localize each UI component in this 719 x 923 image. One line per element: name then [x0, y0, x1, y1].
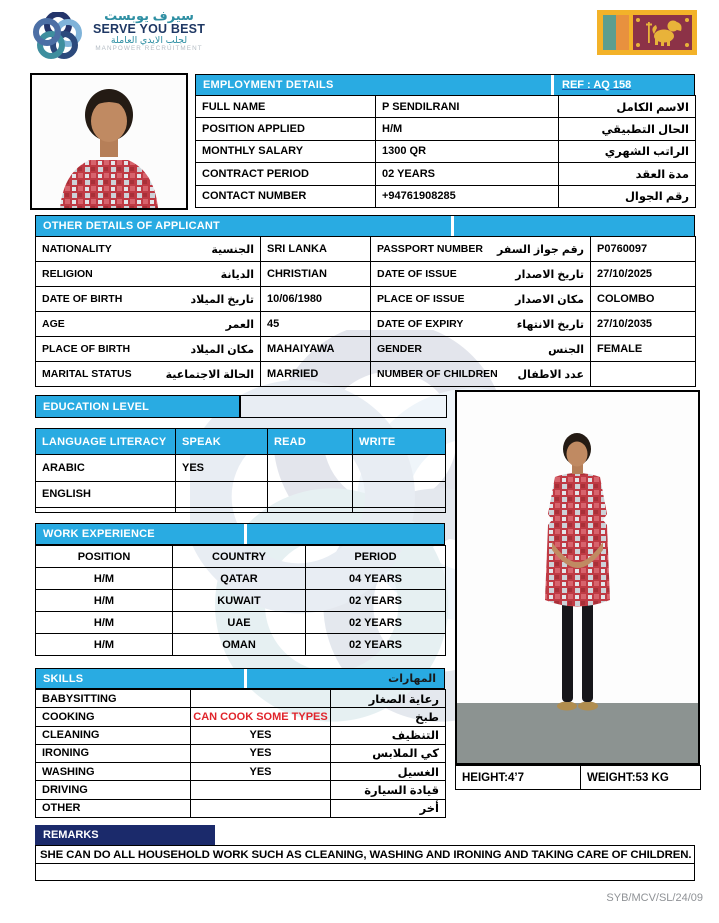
skill-value: YES — [191, 744, 331, 762]
language-name — [36, 507, 176, 512]
skill-label-arabic: التنظيف — [331, 726, 446, 744]
column-header: SPEAK — [176, 429, 268, 455]
table-row — [196, 118, 696, 140]
table-row — [36, 362, 696, 387]
agency-logo-icon — [32, 12, 84, 65]
speak-value — [176, 507, 268, 512]
applicant-portrait-photo — [30, 73, 188, 210]
skill-label: OTHER — [36, 799, 191, 817]
language-literacy-table — [35, 428, 445, 513]
country-value: OMAN — [173, 634, 306, 656]
skill-label: CLEANING — [36, 726, 191, 744]
employment-title: EMPLOYMENT DETAILS — [203, 79, 334, 91]
skills-table — [35, 689, 445, 818]
column-header: WRITE — [353, 429, 446, 455]
field-value: 02 YEARS — [376, 163, 559, 185]
employment-details-table — [195, 95, 695, 208]
country-value: QATAR — [173, 568, 306, 590]
field-value: 27/10/2025 — [591, 262, 696, 287]
field-label: RELIGION الديانة — [36, 262, 261, 287]
skill-value: YES — [191, 726, 331, 744]
write-value — [353, 481, 446, 507]
column-header: LANGUAGE LITERACY — [36, 429, 176, 455]
field-label: PLACE OF ISSUE مكان الاصدار — [371, 287, 591, 312]
period-value: 02 YEARS — [306, 634, 446, 656]
field-value: H/M — [376, 118, 559, 140]
table-row — [36, 287, 696, 312]
field-label-arabic: مدة العقد — [559, 163, 696, 185]
skill-label-arabic: طبخ — [331, 708, 446, 726]
table-row — [36, 726, 446, 744]
field-value: FEMALE — [591, 337, 696, 362]
field-label: CONTACT NUMBER — [196, 185, 376, 207]
table-row — [36, 781, 446, 799]
table-row — [36, 237, 696, 262]
skill-value: YES — [191, 763, 331, 781]
field-value: MARRIED — [261, 362, 371, 387]
field-value: 1300 QR — [376, 140, 559, 162]
skill-label-arabic: الغسيل — [331, 763, 446, 781]
field-label: MARITAL STATUS الحالة الاجتماعية — [36, 362, 261, 387]
field-value: SRI LANKA — [261, 237, 371, 262]
table-row — [36, 455, 446, 481]
field-label: DATE OF EXPIRY تاريخ الانتهاء — [371, 312, 591, 337]
table-row — [36, 634, 446, 656]
field-label: DATE OF ISSUE تاريخ الاصدار — [371, 262, 591, 287]
work-experience-table — [35, 545, 445, 656]
skills-title-arabic: المهارات — [388, 673, 436, 685]
field-label: NUMBER OF CHILDREN عدد الاطفال — [371, 362, 591, 387]
table-row — [196, 163, 696, 185]
skill-value — [191, 799, 331, 817]
table-row — [36, 708, 446, 726]
remarks-text: SHE CAN DO ALL HOUSEHOLD WORK SUCH AS CLEANING, WASHING AND IRONING AND TAKING CARE OF CHILDREN. — [40, 848, 692, 861]
field-label-arabic: رقم الجوال — [559, 185, 696, 207]
employment-details-header — [195, 74, 695, 96]
column-header: READ — [268, 429, 353, 455]
field-label-arabic: الحال التطبيقي — [559, 118, 696, 140]
work-experience-header — [35, 523, 445, 545]
skill-label-arabic: رعاية الصغار — [331, 690, 446, 708]
agency-logo-text — [86, 9, 212, 52]
read-value — [268, 481, 353, 507]
table-header-row — [36, 429, 446, 455]
logo-arabic-name: سيرف يوبست — [104, 8, 194, 23]
field-value: P SENDILRANI — [376, 96, 559, 118]
field-label: CONTRACT PERIOD — [196, 163, 376, 185]
period-value: 02 YEARS — [306, 612, 446, 634]
table-row — [36, 568, 446, 590]
read-value — [268, 455, 353, 481]
remarks-header — [35, 825, 215, 845]
logo-english-name: SERVE YOU BEST — [92, 21, 206, 36]
education-level-header — [35, 395, 240, 418]
skill-label-arabic: أخر — [331, 799, 446, 817]
remarks-empty-row — [35, 863, 695, 881]
language-name: ENGLISH — [36, 481, 176, 507]
height-weight-row — [455, 765, 700, 790]
logo-tagline: MANPOWER RECRUITMENT — [95, 44, 203, 52]
skills-title: SKILLS — [43, 672, 84, 685]
field-value: 27/10/2035 — [591, 312, 696, 337]
table-row — [36, 262, 696, 287]
skill-label: COOKING — [36, 708, 191, 726]
column-header: PERIOD — [306, 546, 446, 568]
height-value: HEIGHT:4’7 — [456, 766, 581, 790]
speak-value: YES — [176, 455, 268, 481]
language-name: ARABIC — [36, 455, 176, 481]
field-label-arabic: الراتب الشهري — [559, 140, 696, 162]
other-details-title: OTHER DETAILS OF APPLICANT — [43, 220, 220, 232]
table-row — [36, 799, 446, 817]
period-value: 02 YEARS — [306, 590, 446, 612]
column-header: COUNTRY — [173, 546, 306, 568]
remarks-text-row — [35, 845, 695, 864]
table-row — [36, 763, 446, 781]
skill-label-arabic: كي الملابس — [331, 744, 446, 762]
work-experience-title: WORK EXPERIENCE — [43, 528, 155, 540]
period-value: 04 YEARS — [306, 568, 446, 590]
education-level-value-box — [240, 395, 447, 418]
write-value — [353, 507, 446, 512]
table-row — [36, 690, 446, 708]
table-row — [36, 507, 446, 512]
field-value: CHRISTIAN — [261, 262, 371, 287]
skill-label: DRIVING — [36, 781, 191, 799]
table-row — [36, 481, 446, 507]
position-value: H/M — [36, 634, 173, 656]
column-header: POSITION — [36, 546, 173, 568]
table-row — [36, 337, 696, 362]
education-title: EDUCATION LEVEL — [43, 400, 150, 413]
field-value: COLOMBO — [591, 287, 696, 312]
reference-number: REF : AQ 158 — [562, 79, 632, 91]
table-header-row — [36, 546, 446, 568]
field-value: 10/06/1980 — [261, 287, 371, 312]
write-value — [353, 455, 446, 481]
sri-lanka-flag-icon — [597, 10, 697, 60]
field-label: AGE العمر — [36, 312, 261, 337]
skill-label: BABYSITTING — [36, 690, 191, 708]
table-row — [36, 612, 446, 634]
country-value: KUWAIT — [173, 590, 306, 612]
table-row — [36, 312, 696, 337]
field-label: PLACE OF BIRTH مكان الميلاد — [36, 337, 261, 362]
other-details-header — [35, 215, 695, 237]
field-value: MAHAIYAWA — [261, 337, 371, 362]
table-row — [196, 185, 696, 207]
field-label: NATIONALITY الجنسية — [36, 237, 261, 262]
table-row — [36, 590, 446, 612]
logo-arabic-subtitle: لجلب الايدي العاملة — [110, 34, 188, 46]
field-value: +94761908285 — [376, 185, 559, 207]
position-value: H/M — [36, 590, 173, 612]
document-reference-code: SYB/MCV/SL/24/09 — [606, 892, 703, 904]
table-row — [456, 766, 701, 790]
skill-value: CAN COOK SOME TYPES — [191, 708, 331, 726]
position-value: H/M — [36, 612, 173, 634]
skill-label: WASHING — [36, 763, 191, 781]
field-label: MONTHLY SALARY — [196, 140, 376, 162]
field-value — [591, 362, 696, 387]
field-label: POSITION APPLIED — [196, 118, 376, 140]
skill-value — [191, 690, 331, 708]
field-label: DATE OF BIRTH تاريخ الميلاد — [36, 287, 261, 312]
field-label: FULL NAME — [196, 96, 376, 118]
weight-value: WEIGHT:53 KG — [581, 766, 701, 790]
speak-value — [176, 481, 268, 507]
field-label: GENDER الجنس — [371, 337, 591, 362]
field-label: PASSPORT NUMBER رقم جواز السفر — [371, 237, 591, 262]
skill-value — [191, 781, 331, 799]
table-row — [36, 744, 446, 762]
read-value — [268, 507, 353, 512]
skill-label: IRONING — [36, 744, 191, 762]
skills-header — [35, 668, 445, 689]
skill-label-arabic: قيادة السيارة — [331, 781, 446, 799]
position-value: H/M — [36, 568, 173, 590]
field-value: 45 — [261, 312, 371, 337]
remarks-title: REMARKS — [43, 829, 99, 841]
table-row — [196, 140, 696, 162]
field-label-arabic: الاسم الكامل — [559, 96, 696, 118]
applicant-full-body-photo — [455, 390, 700, 765]
country-value: UAE — [173, 612, 306, 634]
field-value: P0760097 — [591, 237, 696, 262]
table-row — [196, 96, 696, 118]
other-details-table — [35, 236, 695, 387]
